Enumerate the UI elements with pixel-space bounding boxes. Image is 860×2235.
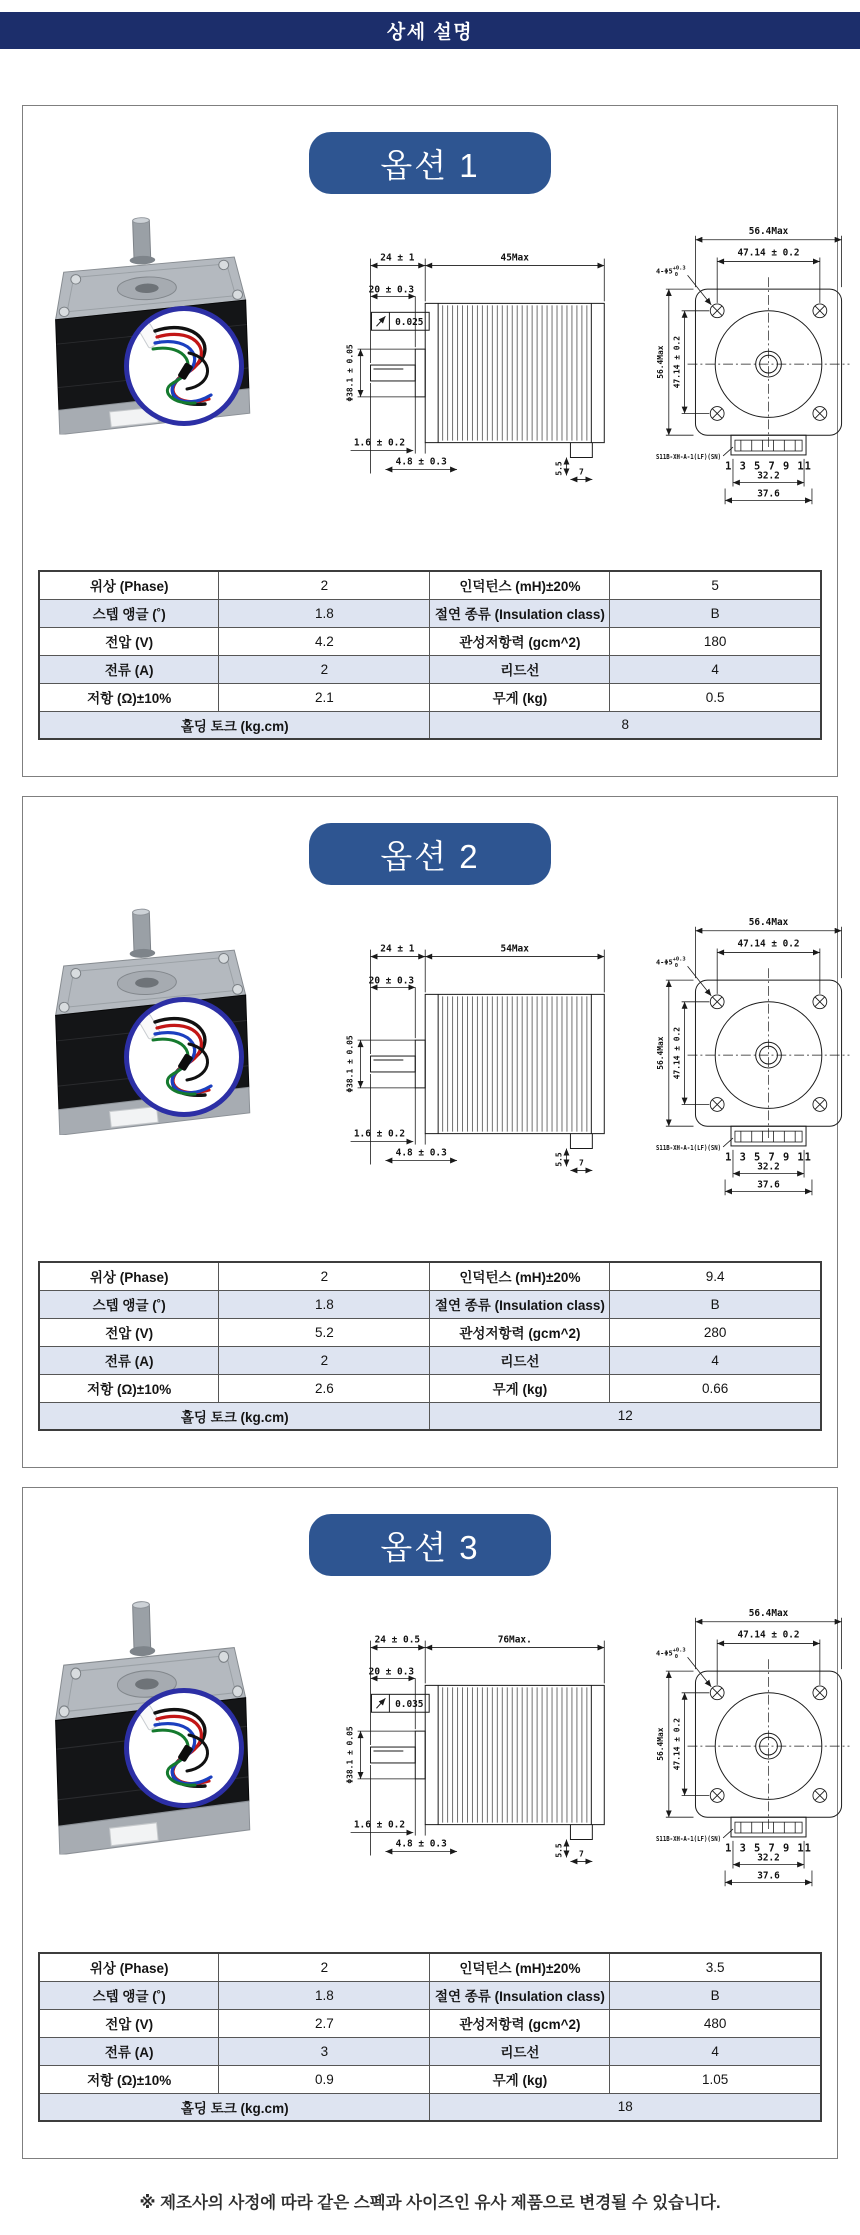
side-view-drawing xyxy=(276,899,654,1229)
spec-label: 절연 종류 (Insulation class) xyxy=(430,1981,610,2009)
spec-value: 480 xyxy=(610,2009,821,2037)
option-card xyxy=(22,796,838,1468)
spec-label: 관성저항력 (gcm^2) xyxy=(430,627,610,655)
spec-label: 저항 (Ω)±10% xyxy=(39,683,219,711)
side-view-drawing xyxy=(276,208,654,538)
dim-connector-width: 37.6 xyxy=(757,1870,780,1882)
table-row xyxy=(39,655,821,683)
flatness-flag xyxy=(371,1694,429,1712)
torque-value: 8 xyxy=(430,711,821,739)
front-view-drawing xyxy=(654,1590,860,1920)
front-view-drawing xyxy=(654,208,860,538)
spec-table xyxy=(38,1261,822,1431)
option-badge xyxy=(309,132,551,194)
table-row xyxy=(39,2065,821,2093)
motor-photo-area xyxy=(38,1584,276,1826)
dim-shaft-diameter: Φ38.1 ± 0.05 xyxy=(345,1035,355,1093)
table-row xyxy=(39,571,821,599)
figure-row xyxy=(38,202,822,554)
lead-wires xyxy=(138,323,211,404)
dim-step-length: 20 ± 0.3 xyxy=(368,975,415,987)
dim-tab-width: 7 xyxy=(578,467,584,477)
spec-value: 5 xyxy=(610,571,821,599)
dim-boss-thickness: 1.6 ± 0.2 xyxy=(353,437,406,449)
dim-flange-width: 56.4Max xyxy=(748,1607,789,1619)
spec-label: 절연 종류 (Insulation class) xyxy=(430,599,610,627)
spec-value: 2 xyxy=(219,1262,430,1290)
option-title: 옵션 3 xyxy=(380,1528,480,1566)
spec-value: 3.5 xyxy=(610,1953,821,1981)
spec-value: 180 xyxy=(610,627,821,655)
spec-label: 위상 (Phase) xyxy=(39,571,219,599)
torque-label: 홀딩 토크 (kg.cm) xyxy=(39,1402,430,1430)
dim-tab-width: 7 xyxy=(578,1158,584,1168)
spec-table xyxy=(38,570,822,740)
table-row xyxy=(39,1318,821,1346)
spec-label: 전압 (V) xyxy=(39,627,219,655)
center-lines xyxy=(688,968,850,1140)
dim-connector-width: 37.6 xyxy=(757,488,780,500)
dim-boss-thickness: 1.6 ± 0.2 xyxy=(353,1128,406,1140)
spec-label: 인덕턴스 (mH)±20% xyxy=(430,1953,610,1981)
spec-value: 2 xyxy=(219,1346,430,1374)
connector-label: S11B-XH-A-1(LF)(SN) xyxy=(655,1143,722,1152)
table-row xyxy=(39,2009,821,2037)
wire-photo xyxy=(129,311,239,421)
spec-label: 무게 (kg) xyxy=(430,1374,610,1402)
connector-label: S11B-XH-A-1(LF)(SN) xyxy=(655,1834,722,1843)
center-lines xyxy=(688,277,850,449)
dim-shaft-diameter: Φ38.1 ± 0.05 xyxy=(345,344,355,402)
wire-photo xyxy=(129,1002,239,1112)
spec-value: B xyxy=(610,1290,821,1318)
spec-value: 280 xyxy=(610,1318,821,1346)
spec-label: 전류 (A) xyxy=(39,655,219,683)
spec-label: 관성저항력 (gcm^2) xyxy=(430,2009,610,2037)
option-card xyxy=(22,1487,838,2159)
table-row-torque xyxy=(39,2093,821,2121)
dim-tab-height: 5.5 xyxy=(554,461,564,476)
dim-flat-length: 4.8 ± 0.3 xyxy=(395,1838,447,1850)
dim-body-length: 45Max xyxy=(500,252,529,264)
option-badge xyxy=(309,1514,551,1576)
table-row xyxy=(39,1374,821,1402)
flatness-value: 0.025 xyxy=(395,317,424,329)
flatness-flag xyxy=(371,312,429,330)
dim-connector-width: 37.6 xyxy=(757,1179,780,1191)
dim-pin-span: 32.2 xyxy=(757,1161,780,1173)
dim-hole-pitch: 47.14 ± 0.2 xyxy=(737,1629,800,1641)
table-row xyxy=(39,683,821,711)
spec-label: 관성저항력 (gcm^2) xyxy=(430,1318,610,1346)
spec-label: 인덕턴스 (mH)±20% xyxy=(430,1262,610,1290)
spec-label: 저항 (Ω)±10% xyxy=(39,2065,219,2093)
page-title: 상세 설명 xyxy=(386,22,474,43)
spec-label: 리드선 xyxy=(430,655,610,683)
table-row xyxy=(39,1981,821,2009)
spec-label: 위상 (Phase) xyxy=(39,1953,219,1981)
spec-value: 4 xyxy=(610,2037,821,2065)
spec-label: 전류 (A) xyxy=(39,1346,219,1374)
dim-flange-width: 56.4Max xyxy=(748,916,789,928)
front-view-geometry xyxy=(688,1659,850,1837)
dim-front-length: 24 ± 0.5 xyxy=(374,1634,421,1646)
spec-label: 스텝 앵글 (˚) xyxy=(39,1981,219,2009)
spec-value: 0.9 xyxy=(219,2065,430,2093)
option-title: 옵션 1 xyxy=(380,146,480,184)
holes-callout: $4-\Phi 5^{+0.3}$ 0 xyxy=(655,956,686,970)
spec-label: 전류 (A) xyxy=(39,2037,219,2065)
table-row-torque xyxy=(39,711,821,739)
disclaimer-note: ※ 제조사의 사정에 따라 같은 스펙과 사이즈인 유사 제품으로 변경될 수 있습니다. xyxy=(139,2194,721,2212)
spec-label: 리드선 xyxy=(430,1346,610,1374)
pin-numbers: 1 3 5 7 9 11 xyxy=(725,1842,812,1855)
spec-label: 저항 (Ω)±10% xyxy=(39,1374,219,1402)
spec-label: 인덕턴스 (mH)±20% xyxy=(430,571,610,599)
spec-value: 1.8 xyxy=(219,599,430,627)
dim-tab-height: 5.5 xyxy=(554,1152,564,1167)
dim-tab-height: 5.5 xyxy=(554,1843,564,1858)
spec-value: 3 xyxy=(219,2037,430,2065)
option-title: 옵션 2 xyxy=(380,837,480,875)
spec-label: 리드선 xyxy=(430,2037,610,2065)
wire-inset xyxy=(124,306,244,426)
motor-photo-area xyxy=(38,893,276,1135)
table-row xyxy=(39,599,821,627)
dim-front-length: 24 ± 1 xyxy=(380,252,415,264)
dim-body-length: 54Max xyxy=(500,943,529,955)
option-badge xyxy=(309,823,551,885)
holes-callout: $4-\Phi 5^{+0.3}$ 0 xyxy=(655,265,686,279)
spec-value: 1.8 xyxy=(219,1981,430,2009)
table-row xyxy=(39,627,821,655)
spec-label: 절연 종류 (Insulation class) xyxy=(430,1290,610,1318)
spec-label: 무게 (kg) xyxy=(430,2065,610,2093)
header-bar xyxy=(0,12,860,49)
dim-pin-span: 32.2 xyxy=(757,1852,780,1864)
pin-numbers: 1 3 5 7 9 11 xyxy=(725,460,812,473)
dim-front-length: 24 ± 1 xyxy=(380,943,415,955)
dim-tab-width: 7 xyxy=(578,1849,584,1859)
spec-value: 2.7 xyxy=(219,2009,430,2037)
table-row-torque xyxy=(39,1402,821,1430)
dim-hole-pitch-vertical: 47.14 ± 0.2 xyxy=(672,1027,682,1080)
spec-value: 2.6 xyxy=(219,1374,430,1402)
center-lines xyxy=(688,1659,850,1831)
torque-value: 12 xyxy=(430,1402,821,1430)
spec-table xyxy=(38,1952,822,2122)
pin-numbers: 1 3 5 7 9 11 xyxy=(725,1151,812,1164)
motor-photo-area xyxy=(38,202,276,444)
connector-label: S11B-XH-A-1(LF)(SN) xyxy=(655,452,722,461)
dim-hole-pitch: 47.14 ± 0.2 xyxy=(737,938,800,950)
torque-value: 18 xyxy=(430,2093,821,2121)
dim-flange-height: 56.4Max xyxy=(655,1727,665,1761)
figure-row xyxy=(38,893,822,1245)
dim-flange-height: 56.4Max xyxy=(655,345,665,379)
side-view-drawing xyxy=(276,1590,654,1920)
spec-value: 2 xyxy=(219,571,430,599)
dim-shaft-diameter: Φ38.1 ± 0.05 xyxy=(345,1726,355,1784)
dim-flange-height: 56.4Max xyxy=(655,1036,665,1070)
flatness-value: 0.035 xyxy=(395,1699,424,1711)
dim-body-length: 76Max. xyxy=(497,1634,532,1646)
spec-value: B xyxy=(610,599,821,627)
lead-wires xyxy=(138,1705,211,1786)
spec-value: 4.2 xyxy=(219,627,430,655)
connector-pins xyxy=(741,440,795,451)
spec-value: 0.66 xyxy=(610,1374,821,1402)
page xyxy=(0,12,860,2213)
dim-boss-thickness: 1.6 ± 0.2 xyxy=(353,1819,406,1831)
dim-flat-length: 4.8 ± 0.3 xyxy=(395,1147,447,1159)
spec-label: 무게 (kg) xyxy=(430,683,610,711)
spec-label: 스텝 앵글 (˚) xyxy=(39,599,219,627)
table-row xyxy=(39,2037,821,2065)
table-row xyxy=(39,1290,821,1318)
dim-step-length: 20 ± 0.3 xyxy=(368,284,415,296)
dim-step-length: 20 ± 0.3 xyxy=(368,1666,415,1678)
spec-value: 5.2 xyxy=(219,1318,430,1346)
dim-hole-pitch: 47.14 ± 0.2 xyxy=(737,247,800,259)
wire-inset xyxy=(124,997,244,1117)
spec-value: 2 xyxy=(219,1953,430,1981)
holes-callout: $4-\Phi 5^{+0.3}$ 0 xyxy=(655,1647,686,1661)
front-view-geometry xyxy=(688,968,850,1146)
spec-value: 0.5 xyxy=(610,683,821,711)
connector-pins xyxy=(741,1822,795,1833)
option-card xyxy=(22,105,838,777)
table-row xyxy=(39,1953,821,1981)
connector-pins xyxy=(741,1131,795,1142)
torque-label: 홀딩 토크 (kg.cm) xyxy=(39,2093,430,2121)
figure-row xyxy=(38,1584,822,1936)
spec-label: 전압 (V) xyxy=(39,1318,219,1346)
spec-label: 전압 (V) xyxy=(39,2009,219,2037)
spec-value: 9.4 xyxy=(610,1262,821,1290)
spec-value: 2.1 xyxy=(219,683,430,711)
spec-value: 1.8 xyxy=(219,1290,430,1318)
dim-pin-span: 32.2 xyxy=(757,470,780,482)
spec-label: 위상 (Phase) xyxy=(39,1262,219,1290)
lead-wires xyxy=(138,1014,211,1095)
front-view-geometry xyxy=(688,277,850,455)
options-container xyxy=(0,105,860,2159)
dim-hole-pitch-vertical: 47.14 ± 0.2 xyxy=(672,336,682,389)
spec-label: 스텝 앵글 (˚) xyxy=(39,1290,219,1318)
dim-flange-width: 56.4Max xyxy=(748,225,789,237)
table-row xyxy=(39,1262,821,1290)
torque-label: 홀딩 토크 (kg.cm) xyxy=(39,711,430,739)
side-view-geometry xyxy=(371,994,605,1148)
spec-value: B xyxy=(610,1981,821,2009)
spec-value: 2 xyxy=(219,655,430,683)
spec-value: 4 xyxy=(610,1346,821,1374)
spec-value: 4 xyxy=(610,655,821,683)
spec-value: 1.05 xyxy=(610,2065,821,2093)
dim-hole-pitch-vertical: 47.14 ± 0.2 xyxy=(672,1718,682,1771)
table-row xyxy=(39,1346,821,1374)
wire-inset xyxy=(124,1688,244,1808)
front-view-drawing xyxy=(654,899,860,1229)
dim-flat-length: 4.8 ± 0.3 xyxy=(395,456,447,468)
wire-photo xyxy=(129,1693,239,1803)
